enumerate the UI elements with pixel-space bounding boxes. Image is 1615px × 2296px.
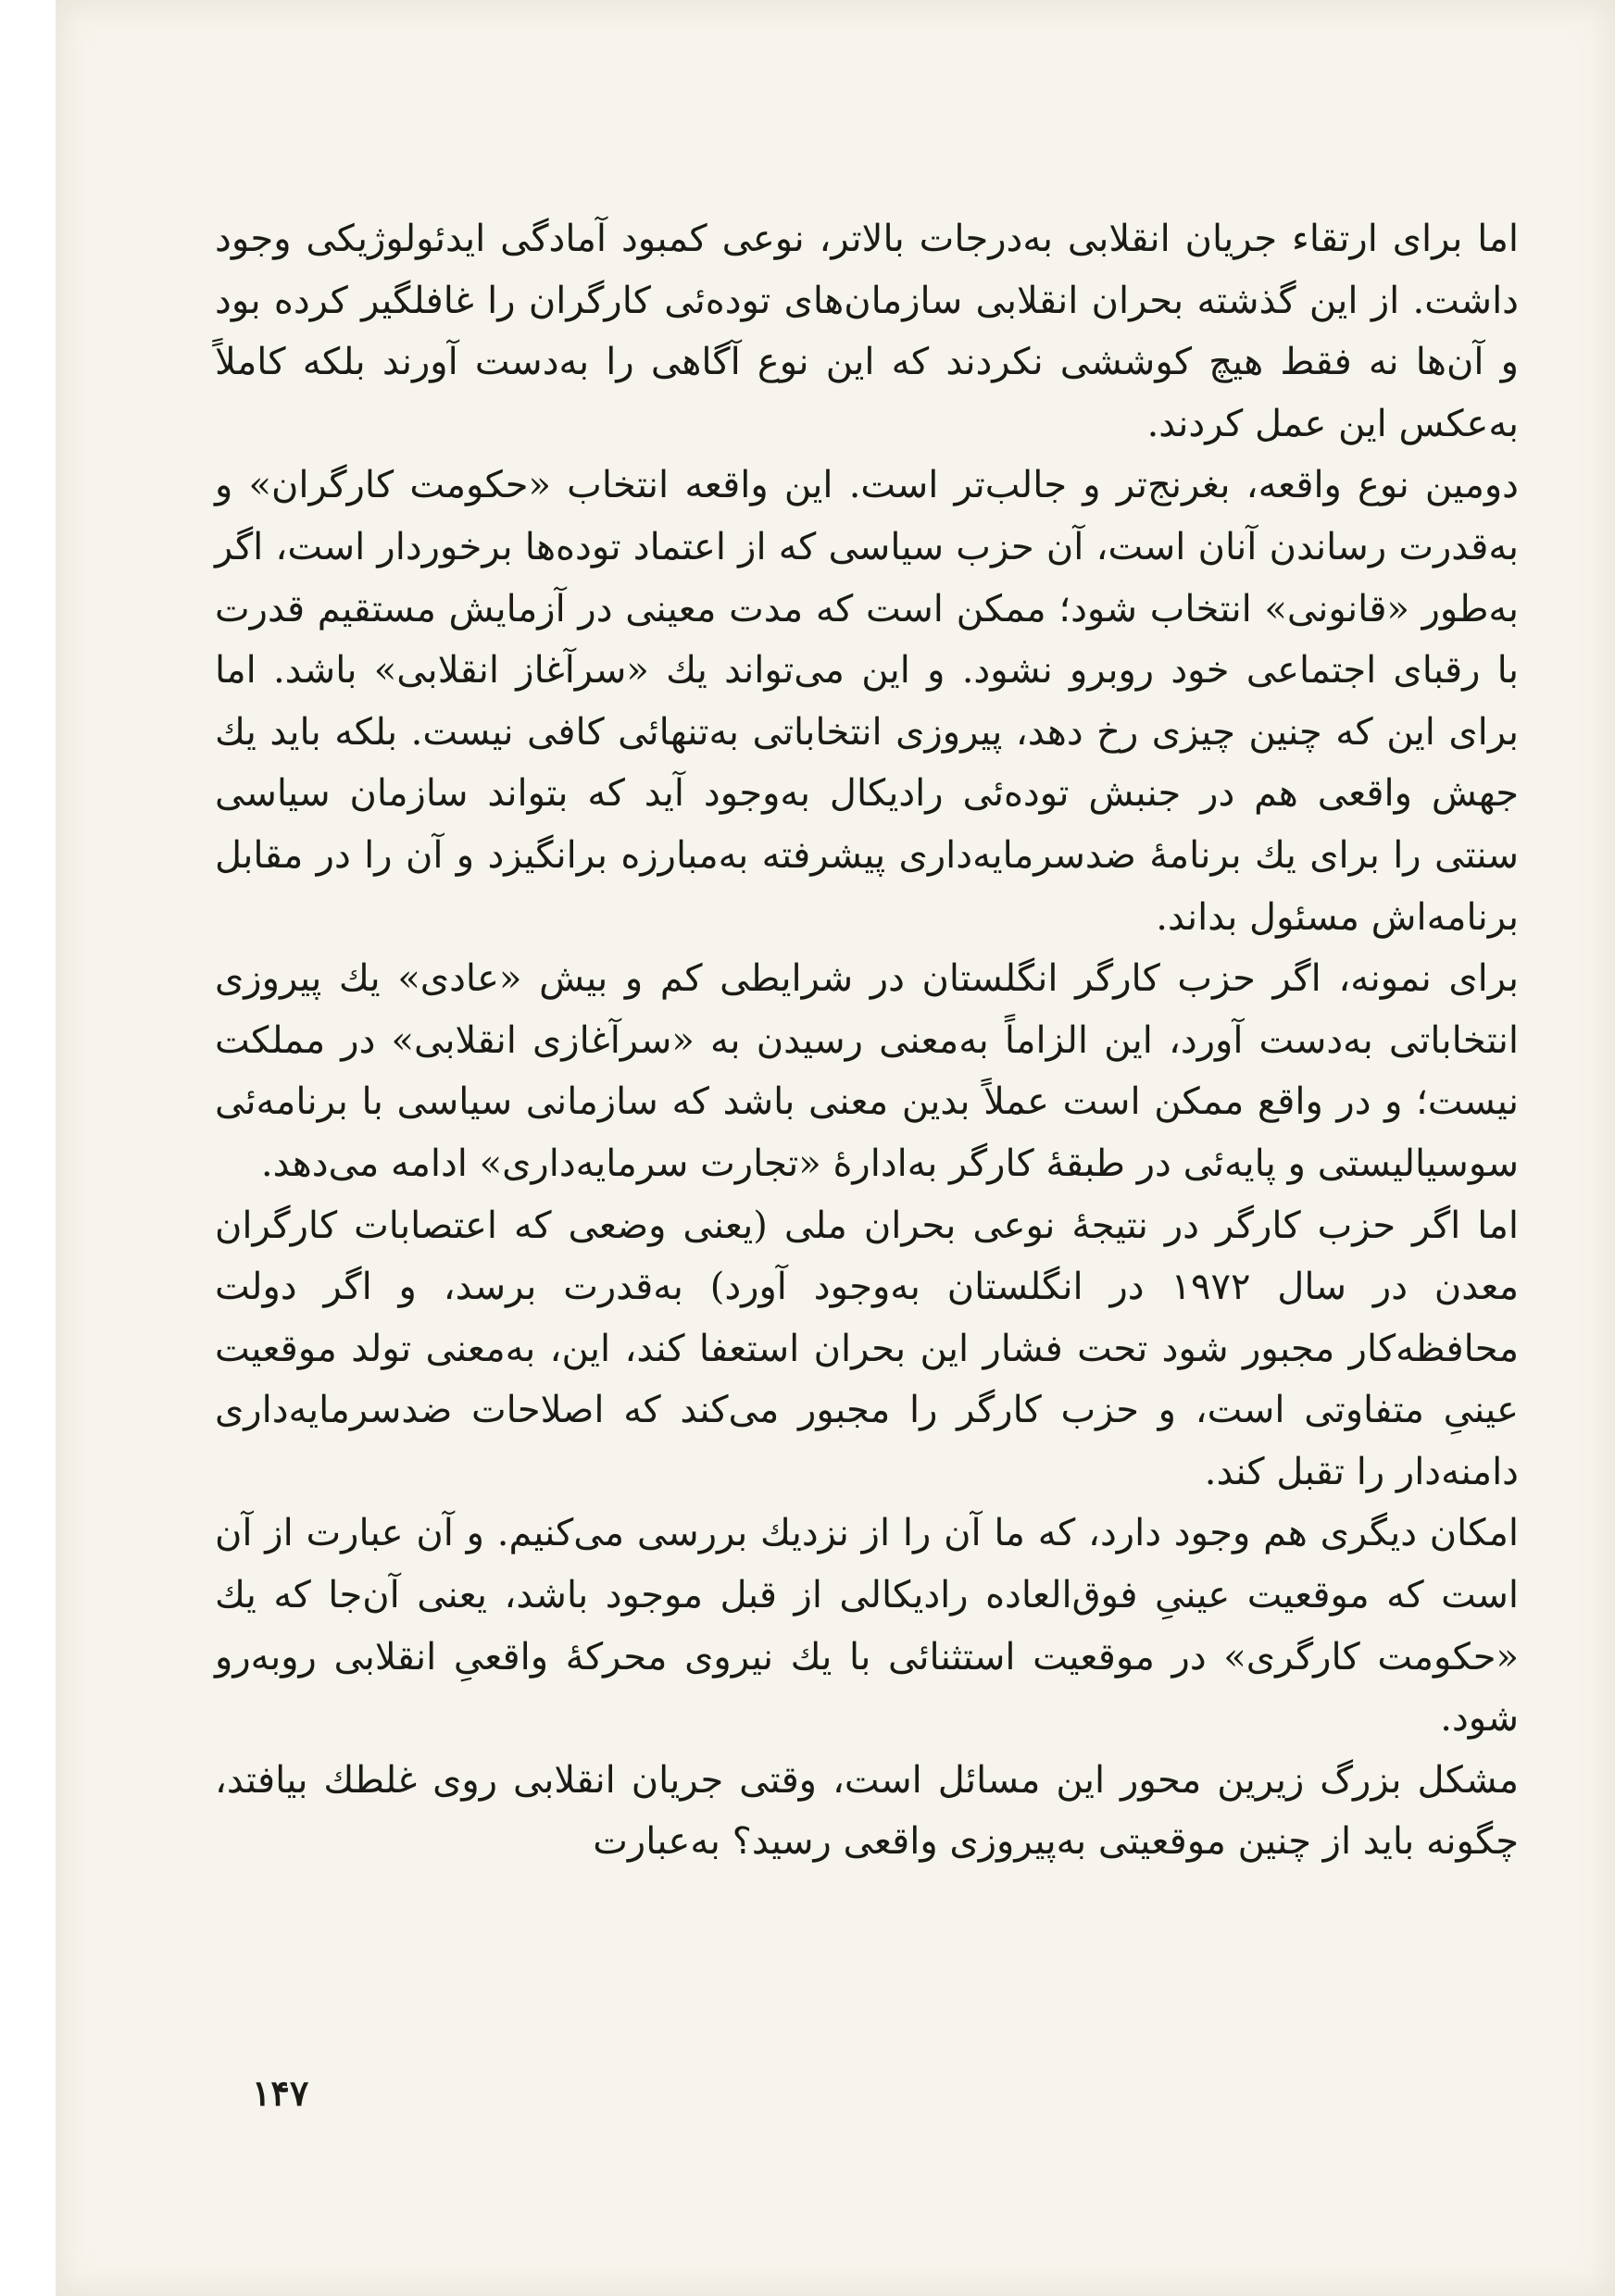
paragraph-3: برای نمونه، اگر حزب کارگر انگلستان در شرایطی کم و بیش «عادی» یك پیروزی انتخاباتی به‌دست آورد، این الزاماً به‌معنی رسیدن به «سرآغازی انقلابی» در مملکت نیست؛ و در واقع ممکن است عملاً بدین معنی باشد که سازمانی سیاسی با برنامه‌ئی سوسیالیستی و پایه‌ئی در طبقهٔ کارگر به‌ادارهٔ «تجارت سرمایه‌داری» ادامه می‌دهد. <box>215 957 1519 1185</box>
paragraph-5: امکان دیگری هم وجود دارد، که ما آن را از نزدیك بررسی می‌کنیم. و آن عبارت از آن است که موقعیت عینیِ فوق‌العاده رادیکالی از قبل موجود باشد، یعنی آن‌جا که یك «حکومت کارگری» در موقعیت استثنائی با یك نیروی محرکهٔ واقعیِ انقلابی روبه‌رو شود. <box>215 1512 1519 1741</box>
page-number: ۱۴۷ <box>252 2072 309 2114</box>
paragraph-1: اما برای ارتقاء جریان انقلابی به‌درجات بالاتر، نوعی کمبود آمادگی ایدئولوژیکی وجود داشت. از این گذشته بحران انقلابی سازمان‌های توده‌ئی کارگران را غافلگیر کرده بود و آن‌ها نه فقط هیچ کوششی نکردند که این نوع آگاهی را به‌دست آورند بلکه کاملاً به‌عکس این عمل کردند. <box>215 218 1519 445</box>
scan-margin <box>0 0 56 2296</box>
body-text <box>215 208 1519 1873</box>
paragraph-2: دومین نوع واقعه، بغرنج‌تر و جالب‌تر است. این واقعه انتخاب «حکومت کارگران» و به‌قدرت رساندن آنان است، آن حزب سیاسی که از اعتماد توده‌ها برخوردار است، اگر به‌طور «قانونی» انتخاب شود؛ ممکن است که مدت معینی در آزمایش مستقیم قدرت با رقبای اجتماعی خود روبرو نشود. و این می‌تواند یك «سرآغاز انقلابی» باشد. اما برای این که چنین چیزی رخ دهد، پیروزی انتخاباتی به‌تنهائی کافی نیست. بلکه باید یك جهش واقعی هم در جنبش توده‌ئی رادیکال به‌وجود آید که بتواند سازمان سیاسی سنتی را برای یك برنامهٔ ضدسرمایه‌داری پیشرفته به‌مبارزه برانگیزد و آن را در مقابل برنامه‌اش مسئول بداند. <box>215 464 1519 939</box>
paragraph-6: مشکل بزرگ زیرین محور این مسائل است، وقتی جریان انقلابی روی غلطك بیافتد، چگونه باید از چنین موقعیتی به‌پیروزی واقعی رسید؟ به‌عبارت <box>215 1758 1519 1864</box>
paragraph-4: اما اگر حزب کارگر در نتیجهٔ نوعی بحران ملی (یعنی وضعی که اعتصابات کارگران معدن در سال ۱۹۷۲ در انگلستان به‌وجود آورد) به‌قدرت برسد، و اگر دولت محافظه‌کار مجبور شود تحت فشار این بحران استعفا کند، این، به‌معنی تولد موقعیت عینیِ متفاوتی است، و حزب کارگر را مجبور می‌کند که اصلاحات ضدسرمایه‌داری دامنه‌دار را تقبل کند. <box>215 1204 1519 1493</box>
